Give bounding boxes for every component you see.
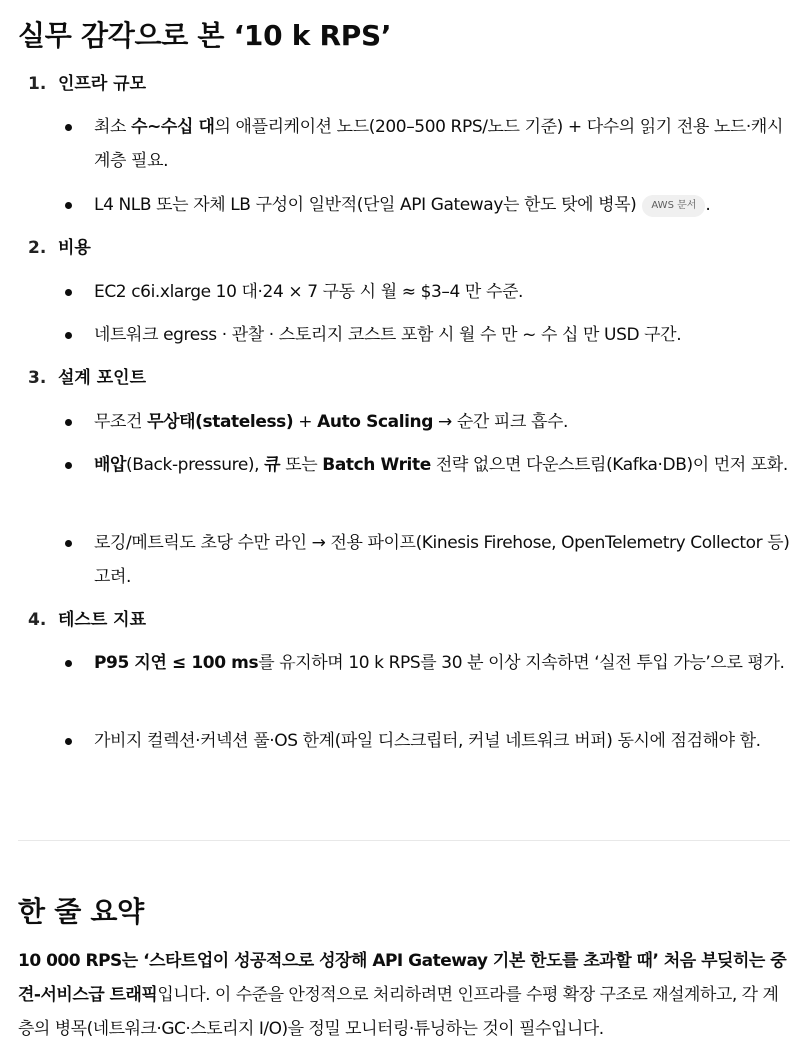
bullet-item [94,188,794,222]
bold-text: Auto Scaling [317,412,434,432]
text: EC2 c6i.xlarge 10 대·24 × 7 구동 시 월 ≈ $3–4 만 수준. [94,282,524,302]
text: 네트워크 egress · 관찰 · 스토리지 코스트 포함 시 월 수 만 ~ 수 십 만 USD 구간. [94,325,682,345]
text: , [254,455,265,475]
bullet-item [94,646,794,680]
text: 로깅/메트릭도 초당 수만 라인 → 전용 파이프(Kinesis Firehose, OpenTelemetry Collector 등) 고려. [94,533,790,587]
text: 무조건 [94,412,148,432]
text: 전략 없으면 다운스트림(Kafka·DB)이 먼저 포화. [430,455,788,475]
list-item-test [28,608,146,632]
text: → 순간 피크 흡수. [433,412,569,432]
bullet-item [94,724,794,758]
text: 의 애플리케이션 노드(200–500 RPS/노드 기준) + 다수의 읽기 전용 노드·캐시 계층 필요. [94,117,783,171]
bullet-item [94,526,794,594]
summary-text: 입니다. 이 수준을 안정적으로 처리하려면 인프라를 수평 확장 구조로 재설계하고, 각 계층의 병목(네트워크·GC·스토리지 I/O)을 정밀 모니터링·튜닝하는 것이 필수입니다. [18,985,779,1039]
list-title: 비용 [58,238,91,258]
text: 가비지 컬렉션·커넥션 풀·OS 한계(파일 디스크립터, 커널 네트워크 버퍼) 동시에 점검해야 함. [94,731,761,751]
text: (Back-pressure) [126,455,255,475]
summary-bold-text: 10 000 RPS는 ‘스타트업이 성공적으로 성장해 API Gateway 기본 한도를 초과할 때’ 처음 부딪히는 중견-서비스급 트래픽 [18,951,787,1005]
divider [18,840,790,841]
bold-text: 배압 [94,455,127,475]
bold-text: 큐 [264,455,281,475]
list-item-infra [28,72,146,96]
bullet-item [94,275,794,309]
bullet-item [94,448,794,482]
text: . [705,195,711,215]
section-heading: 실무 감각으로 본 ‘10 k RPS’ [18,19,392,52]
list-title: 설계 포인트 [58,368,147,388]
bullet-item [94,318,794,352]
text: 를 유지하며 10 k RPS를 30 분 이상 지속하면 ‘실전 투입 가능’으로 평가. [258,653,785,673]
text: 또는 [280,455,323,475]
list-number: 3. [28,368,47,388]
list-number: 2. [28,238,47,258]
summary-paragraph [18,944,794,1046]
text: 최소 [94,117,132,137]
bold-text: 수~수십 대 [131,117,215,137]
list-number: 1. [28,74,47,94]
summary-heading: 한 줄 요약 [18,895,144,928]
source-chip[interactable]: AWS 문서 [642,195,705,217]
list-item-cost [28,236,91,260]
bold-text: Batch Write [322,455,431,475]
bullet-item [94,110,794,178]
list-title: 인프라 규모 [58,74,147,94]
list-title: 테스트 지표 [58,610,147,630]
bold-text: 무상태(stateless) [147,412,294,432]
bullet-item [94,405,794,439]
text: L4 NLB 또는 자체 LB 구성이 일반적(단일 API Gateway는 한도 탓에 병목) [94,195,637,215]
bold-text: P95 지연 ≤ 100 ms [94,653,259,673]
list-number: 4. [28,610,47,630]
text: + [293,412,318,432]
list-item-design [28,366,146,390]
